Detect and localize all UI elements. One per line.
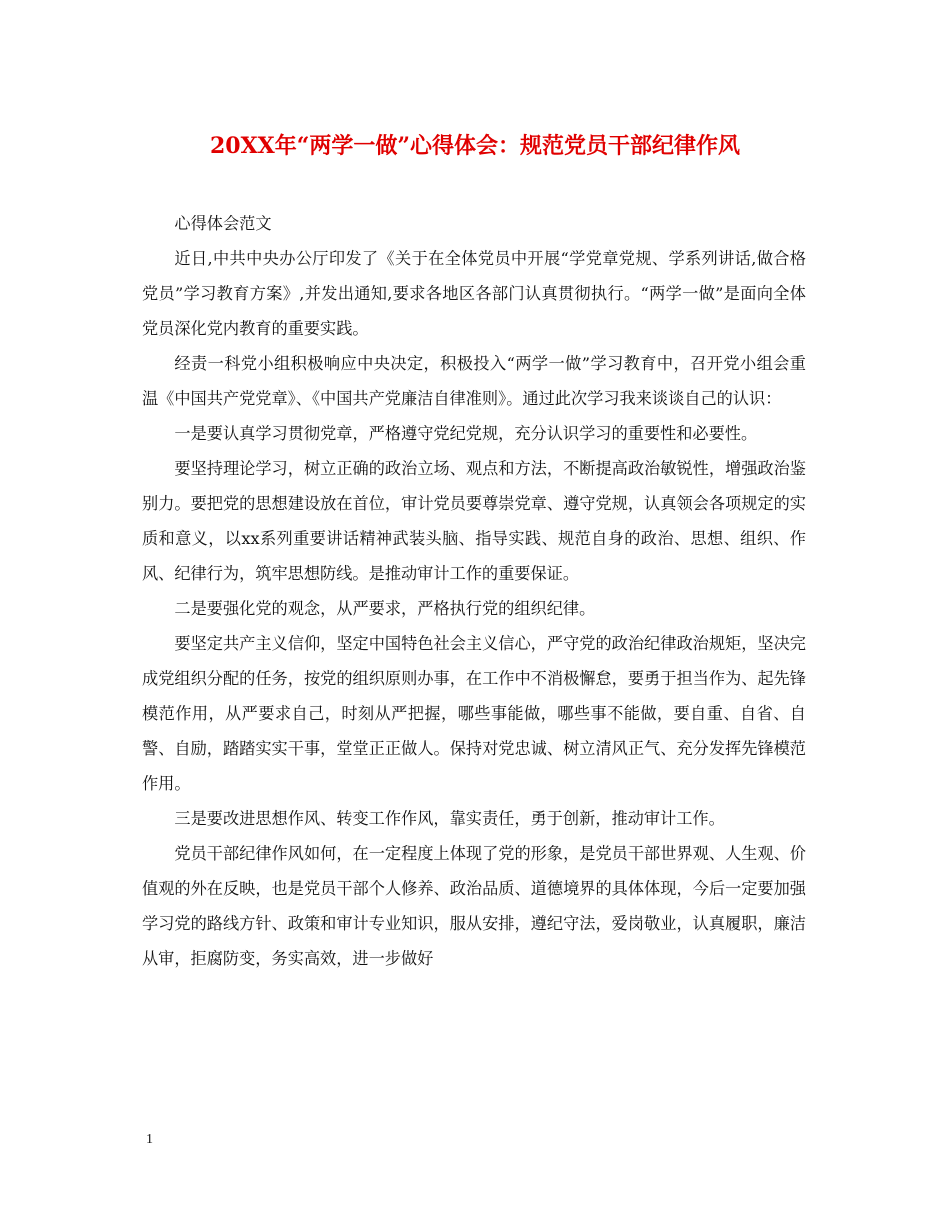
paragraph-subtitle: 心得体会范文 [174, 214, 272, 233]
paragraph: 要坚定共产主义信仰，坚定中国特色社会主义信心，严守党的政治纪律政治规矩，坚决完成党组织分配的任务，按党的组织原则办事，在工作中不消极懈怠，要勇于担当作为、起先锋模范作用，从严要求自己，时刻从严把握，哪些事能做，哪些事不能做，要自重、自省、自警、自励，踏踏实实干事，堂堂正正做人。保持对党忠诚、树立清风正气、充分发挥先锋模范作用。 [142, 634, 806, 793]
paragraph: 近日,中共中央办公厅印发了《关于在全体党员中开展“学党章党规、学系列讲话,做合格党员”学习教育方案》,并发出通知,要求各地区各部门认真贯彻执行。“两学一做”是面向全体党员深化党内教育的重要实践。 [142, 249, 806, 338]
paragraph: 要坚持理论学习，树立正确的政治立场、观点和方法，不断提高政治敏锐性，增强政治鉴别力。要把党的思想建设放在首位，审计党员要尊崇党章、遵守党规，认真领会各项规定的实质和意义，以xx系列重要讲话精神武装头脑、指导实践、规范自身的政治、思想、组织、作风、纪律行为，筑牢思想防线。是推动审计工作的重要保证。 [142, 459, 806, 583]
page-number: 1 [146, 1132, 153, 1147]
document-title: 20XX年“两学一做”心得体会：规范党员干部纪律作风 [209, 133, 741, 159]
paragraph: 一是要认真学习贯彻党章，严格遵守党纪党规，充分认识学习的重要性和必要性。 [174, 424, 758, 443]
paragraph: 党员干部纪律作风如何，在一定程度上体现了党的形象，是党员干部世界观、人生观、价值观的外在反映，也是党员干部个人修养、政治品质、道德境界的具体体现，今后一定要加强学习党的路线方针、政策和审计专业知识，服从安排，遵纪守法，爱岗敬业，认真履职，廉洁从审，拒腐防变，务实高效，进一步做好 [142, 844, 806, 968]
paragraph: 三是要改进思想作风、转变工作作风，靠实责任，勇于创新，推动审计工作。 [174, 809, 725, 828]
document-body [142, 206, 806, 976]
paragraph: 二是要强化党的观念，从严要求，严格执行党的组织纪律。 [174, 599, 596, 618]
paragraph: 经责一科党小组积极响应中央决定，积极投入“两学一做”学习教育中，召开党小组会重温《中国共产党党章》、《中国共产党廉洁自律准则》。通过此次学习我来谈谈自己的认识： [142, 354, 806, 408]
